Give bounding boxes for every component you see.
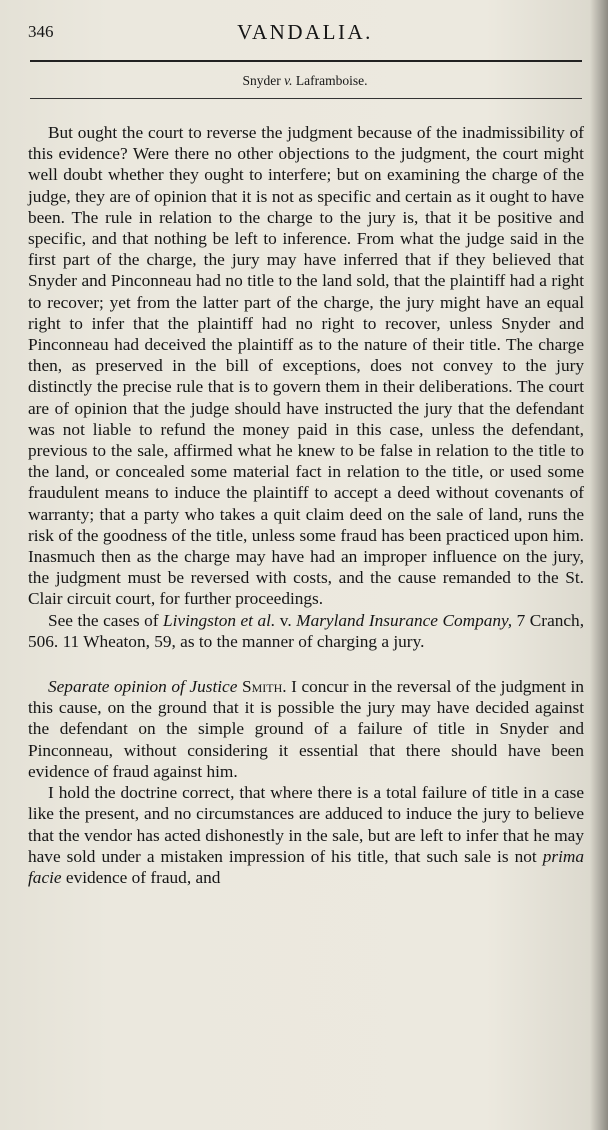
caption-rule [30, 98, 582, 99]
doctrine-text-end: evidence of fraud, and [65, 867, 221, 887]
doctrine-italic: prima facie [28, 846, 584, 887]
opinion-text [28, 122, 584, 888]
caption-defendant: Laframboise. [295, 73, 368, 88]
running-head [28, 18, 582, 48]
citation-versus: v. [279, 610, 292, 630]
citation-paragraph [28, 610, 584, 652]
paragraph: But ought the court to reverse the judgment because of the inadmissibility of this evidence? Were there no other objections to the judgment, the court might well doubt whether they ought to interfere; but on examining the charge of the judge, they are of opinion that it is not as specific and certain as it ought to have been. The rule in relation to the charge to the jury is, that it be positive and specific, and that nothing be left to inference. From what the judge said in the first part of the charge, the jury may have inferred that if they believed that Snyder and Pinconneau had no title to the land sold, that the plaintiff had a right to recover; yet from the latter part of the charge, the jury might have an equal right to infer that the plaintiff had no right to recover, unless Snyder and Pinconneau had deceived the plaintiff as to the nature of their title. The charge then, as preserved in the bill of exceptions, does not convey to the jury distinctly the precise rule that is to govern them in their deliberations. The court are of opinion that the judge should have instructed the jury that the defendant was not liable to refund the money paid in this case, unless the defendant, previous to the sale, affirmed what he knew to be false in relation to the title to the land, or concealed some material fact in relation to the title, or used some fraudulent means to induce the plaintiff to accept a deed without covenants of warranty; that a party who takes a quit claim deed on the sale of land, runs the risk of the goodness of the title, unless some fraud has been practiced upon him. Inasmuch then as the charge may have had an improper influence on the jury, the judgment must be reversed with costs, and the cause remanded to the St. Clair circuit court, for further proceedings. [28, 123, 584, 609]
doctrine-text: I hold the doctrine correct, that where there is a total failure of title in a case like the present, and no circumstances are adduced to induce the jury to believe that the vendor has acted dishonestly in the sale, but are left to infer that he may have sold under a mistaken impression of his title, that such sale is not [28, 783, 584, 866]
caption-plaintiff: Snyder [242, 73, 281, 88]
citation-case1: Livingston et al. [163, 610, 276, 630]
case-caption [28, 73, 582, 89]
citation-see: See the cases of [48, 610, 159, 630]
justice-name: Smith. [241, 677, 287, 697]
page-number: 346 [28, 22, 54, 41]
caption-versus: v. [284, 73, 293, 88]
citation-reporter: 7 Cranch, 506. 11 Wheaton, 59, as to the manner of charging a jury. [28, 610, 585, 651]
header-rule [30, 60, 582, 62]
doctrine-paragraph [28, 782, 584, 888]
separate-opinion-paragraph [28, 676, 584, 782]
separate-opinion-heading: Separate opinion of Justice [48, 677, 238, 697]
citation-case2: Maryland Insurance Company, [296, 610, 513, 630]
running-title: VANDALIA. [237, 20, 373, 44]
separate-opinion-text: I concur in the reversal of the judgment in this cause, on the ground that it is possible the jury may have decided against the defendant on the simple ground of a failure of title in Snyder and Pinconneau, without considering it essential that there should have been evidence of fraud against him. [28, 677, 584, 781]
